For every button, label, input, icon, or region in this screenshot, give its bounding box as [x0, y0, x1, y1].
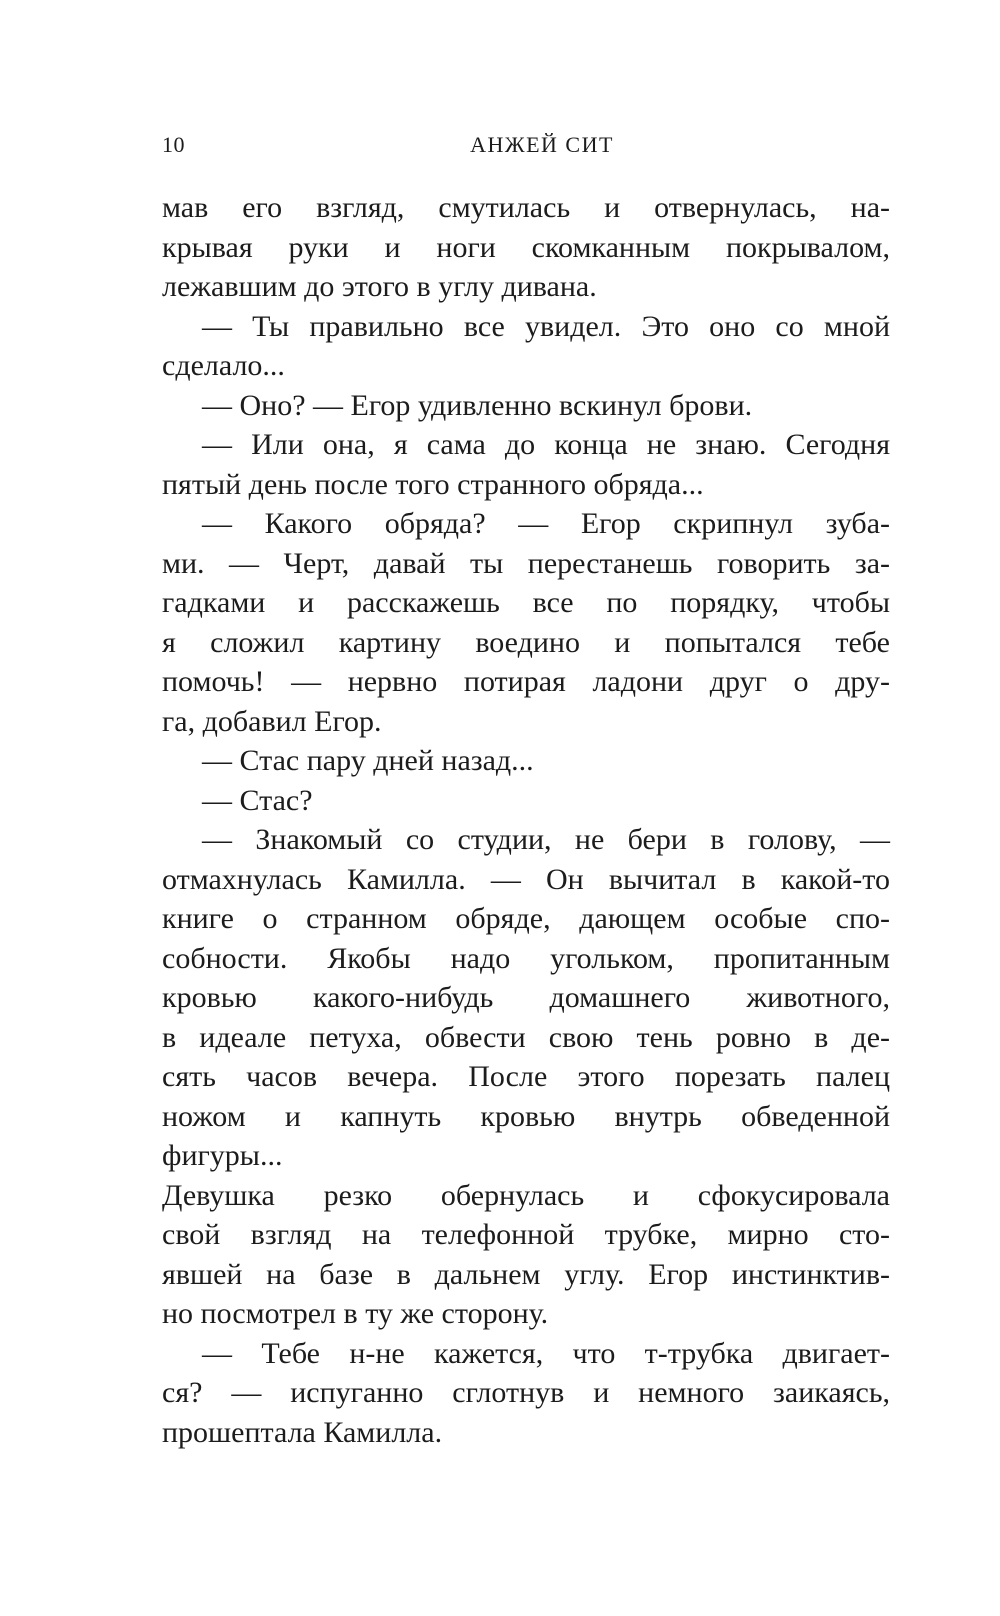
text-line: сять часов вечера. После этого порезать палец	[162, 1060, 890, 1093]
text-line: — Оно? — Егор удивленно вскинул брови.	[202, 388, 753, 422]
page-header	[162, 132, 892, 166]
text-line: отмахнулась Камилла. — Он вычитал в какой-то	[162, 862, 890, 896]
text-line: ми. — Черт, давай ты перестанешь говорить за-	[162, 546, 890, 580]
text-line: книге о странном обряде, дающем особые спо-	[162, 902, 890, 935]
text-line: сделало...	[162, 349, 285, 382]
text-line: — Ты правильно все увидел. Это оно со мной	[202, 309, 890, 343]
text-line: свой взгляд на телефонной трубке, мирно сто-	[162, 1218, 890, 1251]
text-line: крывая руки и ноги скомканным покрывалом,	[162, 230, 890, 264]
text-line: помочь! — нервно потирая ладони друг о дру-	[162, 665, 890, 698]
text-line: фигуры...	[162, 1139, 283, 1172]
text-line: — Или она, я сама до конца не знаю. Сегодня	[202, 428, 890, 461]
body-text	[162, 188, 890, 1452]
text-line: ножом и капнуть кровью внутрь обведенной	[162, 1099, 890, 1133]
running-head-author: АНЖЕЙ СИТ	[470, 132, 614, 157]
page-number: 10	[162, 132, 185, 157]
text-line: прошептала Камилла.	[162, 1415, 443, 1449]
text-line: пятый день после того странного обряда...	[162, 467, 704, 501]
text-line: — Какого обряда? — Егор скрипнул зуба-	[202, 507, 890, 540]
text-line: кровью какого-нибудь домашнего животного,	[162, 981, 890, 1014]
text-line: — Стас пару дней назад...	[202, 744, 534, 777]
text-line: Девушка резко обернулась и сфокусировала	[162, 1178, 890, 1212]
text-line: в идеале петуха, обвести свою тень ровно в де-	[162, 1020, 890, 1054]
text-line: но посмотрел в ту же сторону.	[162, 1297, 549, 1330]
text-line: — Стас?	[202, 783, 313, 817]
text-line: гадками и расскажешь все по порядку, чтобы	[162, 586, 890, 619]
text-line: — Знакомый со студии, не бери в голову, —	[202, 823, 890, 856]
text-line: ся? — испуганно сглотнув и немного заикаясь,	[162, 1376, 890, 1409]
text-line: собности. Якобы надо угольком, пропитанным	[162, 941, 890, 975]
text-line: — Тебе н-не кажется, что т-трубка двигает-	[202, 1336, 890, 1370]
text-line: явшей на базе в дальнем углу. Егор инстинктив-	[162, 1257, 890, 1291]
text-line: лежавшим до этого в углу дивана.	[162, 270, 597, 303]
text-line: я сложил картину воедино и попытался тебе	[162, 625, 890, 659]
text-line: мав его взгляд, смутилась и отвернулась, на-	[162, 191, 890, 224]
text-line: га, добавил Егор.	[162, 704, 382, 738]
